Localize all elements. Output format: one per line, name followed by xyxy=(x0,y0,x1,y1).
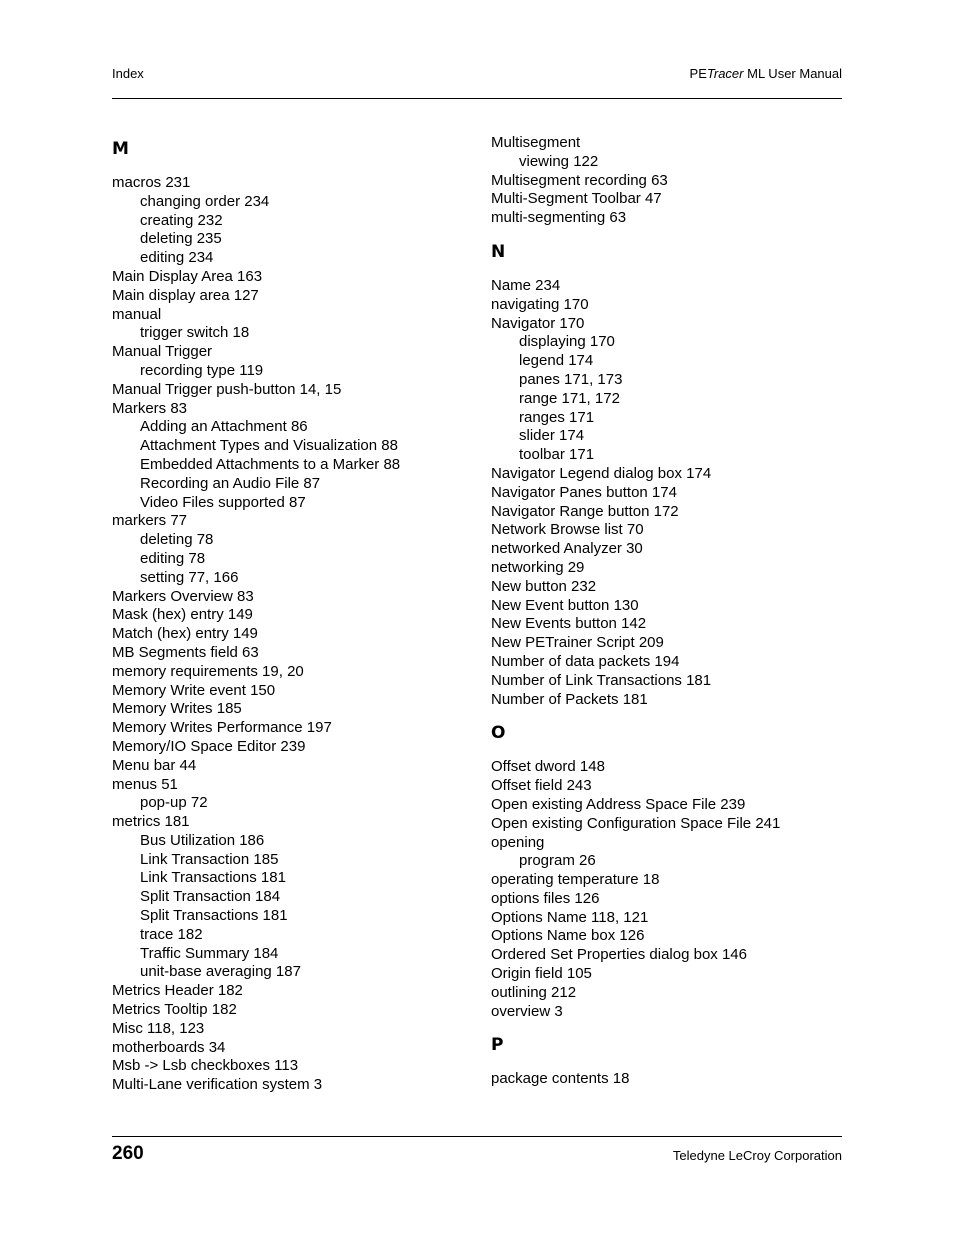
index-entry: outlining 212 xyxy=(491,983,577,1001)
index-entry: operating temperature 18 xyxy=(491,871,660,889)
index-entry: networked Analyzer 30 xyxy=(491,540,643,558)
index-subentry: editing 78 xyxy=(140,549,206,567)
index-subentry: Link Transactions 181 xyxy=(140,869,286,887)
index-subentry: ranges 171 xyxy=(519,408,595,426)
index-entry: Manual Trigger push-button 14, 15 xyxy=(112,380,342,398)
index-entry: New Event button 130 xyxy=(491,596,639,614)
section-letter: P xyxy=(491,1035,504,1056)
index-entry: Navigator 170 xyxy=(491,314,585,332)
index-entry: New PETrainer Script 209 xyxy=(491,634,664,652)
index-column-right xyxy=(491,134,831,1089)
index-entry: Main display area 127 xyxy=(112,286,259,304)
index-entry: macros 231 xyxy=(112,174,191,191)
index-subentry: Attachment Types and Visualization 88 xyxy=(140,437,398,455)
index-entry: Memory Writes Performance 197 xyxy=(112,719,332,737)
index-entry: Number of Packets 181 xyxy=(491,690,648,708)
index-entry: Origin field 105 xyxy=(491,965,592,983)
index-entry: multi-segmenting 63 xyxy=(491,209,627,227)
index-entry: options files 126 xyxy=(491,889,600,907)
index-entry: New button 232 xyxy=(491,577,597,595)
index-entry: Number of Link Transactions 181 xyxy=(491,671,712,689)
index-entry: Memory Write event 150 xyxy=(112,681,276,699)
index-entry: Options Name 118, 121 xyxy=(491,908,649,926)
index-entry: Metrics Header 182 xyxy=(112,982,243,1000)
index-entry: Metrics Tooltip 182 xyxy=(112,1001,237,1019)
index-subentry: legend 174 xyxy=(519,352,594,370)
index-entry: Open existing Address Space File 239 xyxy=(491,795,746,813)
index-subentry: program 26 xyxy=(519,852,596,870)
index-subentry: Split Transaction 184 xyxy=(140,888,281,906)
index-subentry: unit-base averaging 187 xyxy=(140,963,301,981)
running-header-title xyxy=(690,66,842,81)
index-entry: Navigator Range button 172 xyxy=(491,502,679,520)
index-subentry: Video Files supported 87 xyxy=(140,493,306,511)
index-subentry: Traffic Summary 184 xyxy=(140,944,279,962)
index-entry: menus 51 xyxy=(112,775,178,793)
index-entry: overview 3 xyxy=(491,1002,563,1020)
index-entry: Main Display Area 163 xyxy=(112,267,263,285)
index-subentry: pop-up 72 xyxy=(140,794,208,812)
manual-title-suffix: ML User Manual xyxy=(743,66,842,81)
index-subentry: displaying 170 xyxy=(519,333,615,351)
index-subentry: editing 234 xyxy=(140,249,214,267)
index-subentry: Recording an Audio File 87 xyxy=(140,474,321,492)
index-subentry: Link Transaction 185 xyxy=(140,850,279,868)
index-entry: Misc 118, 123 xyxy=(112,1019,205,1037)
footer-rule xyxy=(112,1136,842,1137)
index-entry: Navigator Legend dialog box 174 xyxy=(491,464,712,482)
index-entry: memory requirements 19, 20 xyxy=(112,662,304,680)
index-entry: Number of data packets 194 xyxy=(491,652,680,670)
index-subentry: panes 171, 173 xyxy=(519,370,623,388)
index-entry: Name 234 xyxy=(491,276,561,294)
index-subentry: trigger switch 18 xyxy=(140,324,250,342)
index-subentry: setting 77, 166 xyxy=(140,568,239,586)
index-subentry: range 171, 172 xyxy=(519,389,620,407)
index-entry: Offset field 243 xyxy=(491,777,592,795)
index-entry: Mask (hex) entry 149 xyxy=(112,606,253,624)
index-entry: Open existing Configuration Space File 241 xyxy=(491,814,781,832)
index-entry: markers 77 xyxy=(112,512,188,530)
footer-company: Teledyne LeCroy Corporation xyxy=(672,1148,842,1163)
index-subentry: deleting 235 xyxy=(140,230,222,248)
running-header-section: Index xyxy=(112,66,144,81)
index-entry: Network Browse list 70 xyxy=(491,521,644,539)
index-subentry: toolbar 171 xyxy=(519,446,595,464)
index-entry: Match (hex) entry 149 xyxy=(112,625,258,643)
index-entry: package contents 18 xyxy=(491,1070,630,1088)
page-number: 260 xyxy=(112,1143,144,1164)
index-entry: MB Segments field 63 xyxy=(112,643,259,661)
index-subentry: deleting 78 xyxy=(140,531,214,549)
index-entry: Multisegment recording 63 xyxy=(491,171,668,189)
index-subentry: creating 232 xyxy=(140,211,223,229)
index-entry: Options Name box 126 xyxy=(491,927,645,945)
index-entry: manual xyxy=(112,305,162,323)
manual-title-italic: Tracer xyxy=(706,66,744,81)
index-entry: Menu bar 44 xyxy=(112,756,197,774)
index-column-left xyxy=(112,134,452,1095)
index-entry: Memory Writes 185 xyxy=(112,700,242,718)
index-entry: Offset dword 148 xyxy=(491,758,605,776)
header-rule xyxy=(112,98,842,99)
section-letter: O xyxy=(491,723,506,744)
index-entry: navigating 170 xyxy=(491,295,589,313)
index-subentry: trace 182 xyxy=(140,925,203,943)
index-subentry: Adding an Attachment 86 xyxy=(140,418,308,436)
index-section xyxy=(491,242,831,709)
index-entry: Msb -> Lsb checkboxes 113 xyxy=(112,1057,299,1075)
index-entry: Markers 83 xyxy=(112,399,188,417)
manual-title-prefix: PE xyxy=(689,66,707,81)
index-entry: Multisegment xyxy=(491,134,581,151)
index-entry: motherboards 34 xyxy=(112,1038,226,1056)
index-section xyxy=(112,139,452,1095)
index-entry: networking 29 xyxy=(491,558,585,576)
index-subentry: Embedded Attachments to a Marker 88 xyxy=(140,455,401,473)
index-entry: Manual Trigger xyxy=(112,343,213,361)
index-subentry: recording type 119 xyxy=(140,361,264,379)
index-subentry: Bus Utilization 186 xyxy=(140,831,265,849)
index-entry: Memory/IO Space Editor 239 xyxy=(112,737,306,755)
index-entry: Multi-Segment Toolbar 47 xyxy=(491,190,662,208)
index-subentry: viewing 122 xyxy=(519,152,599,170)
index-entry: Multi-Lane verification system 3 xyxy=(112,1076,323,1094)
index-entry: Markers Overview 83 xyxy=(112,587,254,605)
index-section xyxy=(491,723,831,1021)
index-entry: Ordered Set Properties dialog box 146 xyxy=(491,946,747,964)
index-subentry: slider 174 xyxy=(519,427,585,445)
section-letter: M xyxy=(112,139,129,159)
index-subentry: changing order 234 xyxy=(140,192,270,210)
index-subentry: Split Transactions 181 xyxy=(140,907,288,925)
index-entry: Navigator Panes button 174 xyxy=(491,483,677,501)
section-letter: N xyxy=(491,241,506,262)
index-entry: metrics 181 xyxy=(112,813,190,831)
index-entry: opening xyxy=(491,833,545,851)
index-section xyxy=(491,134,831,228)
index-entry: New Events button 142 xyxy=(491,615,647,633)
index-section xyxy=(491,1035,831,1089)
